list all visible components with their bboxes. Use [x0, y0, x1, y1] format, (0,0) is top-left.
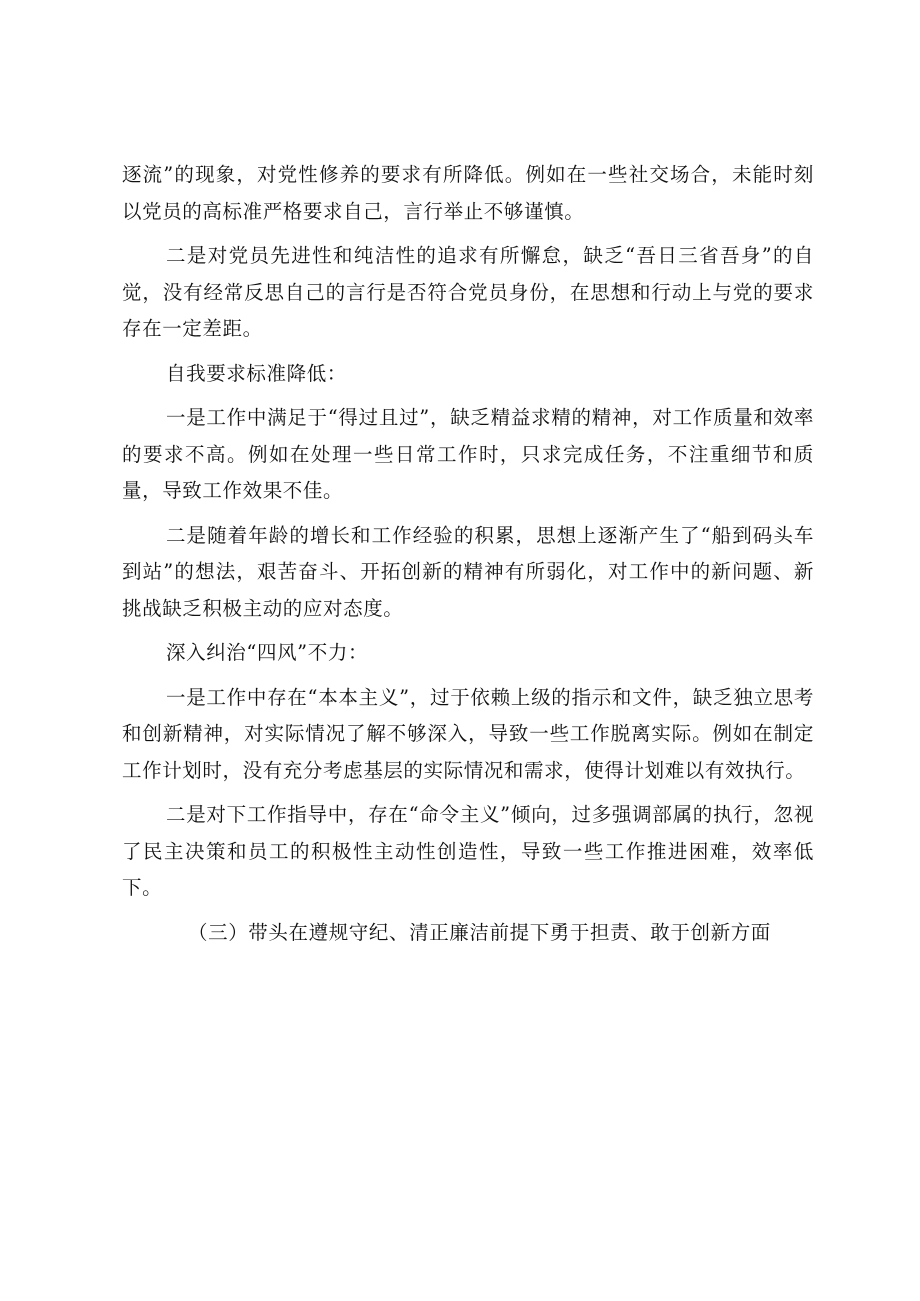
- subheading-self-standards: 自我要求标准降低：: [166, 361, 347, 385]
- document-body: [122, 157, 814, 951]
- paragraph-bookishness: 一是工作中存在“本本主义”，过于依赖上级的指示和文件，缺乏独立思考和创新精神，对实际情况了解不够深入，导致一些工作脱离实际。例如在制定工作计划时，没有充分考虑基层的实际情况和需求，使得计划难以有效执行。: [122, 685, 814, 782]
- subheading-four-styles: 深入纠治“四风”不力：: [166, 641, 369, 664]
- paragraph-party-spirit: 二是对党员先进性和纯洁性的追求有所懈怠，缺乏“吾日三省吾身”的自觉，没有经常反思自己的言行是否符合党员身份，在思想和行动上与党的要求存在一定差距。: [122, 244, 814, 340]
- section-heading-three: （三）带头在遵规守纪、清正廉洁前提下勇于担责、敢于创新方面: [188, 920, 771, 944]
- paragraph-work-quality: 一是工作中满足于“得过且过”，缺乏精益求精的精神，对工作质量和效率的要求不高。例如在处理一些日常工作时，只求完成任务，不注重细节和质量，导致工作效果不佳。: [122, 406, 814, 502]
- paragraph-work-attitude: 二是随着年龄的增长和工作经验的积累，思想上逐渐产生了“船到码头车到站”的想法，艰苦奋斗、开拓创新的精神有所弱化，对工作中的新问题、新挑战缺乏积极主动的应对态度。: [122, 523, 814, 620]
- paragraph-commandism: 二是对下工作指导中，存在“命令主义”倾向，过多强调部属的执行，忽视了民主决策和员工的积极性主动性创造性，导致一些工作推进困难，效率低下。: [122, 803, 814, 899]
- paragraph-continuation: 逐流”的现象，对党性修养的要求有所降低。例如在一些社交场合，未能时刻以党员的高标准严格要求自己，言行举止不够谨慎。: [122, 163, 814, 223]
